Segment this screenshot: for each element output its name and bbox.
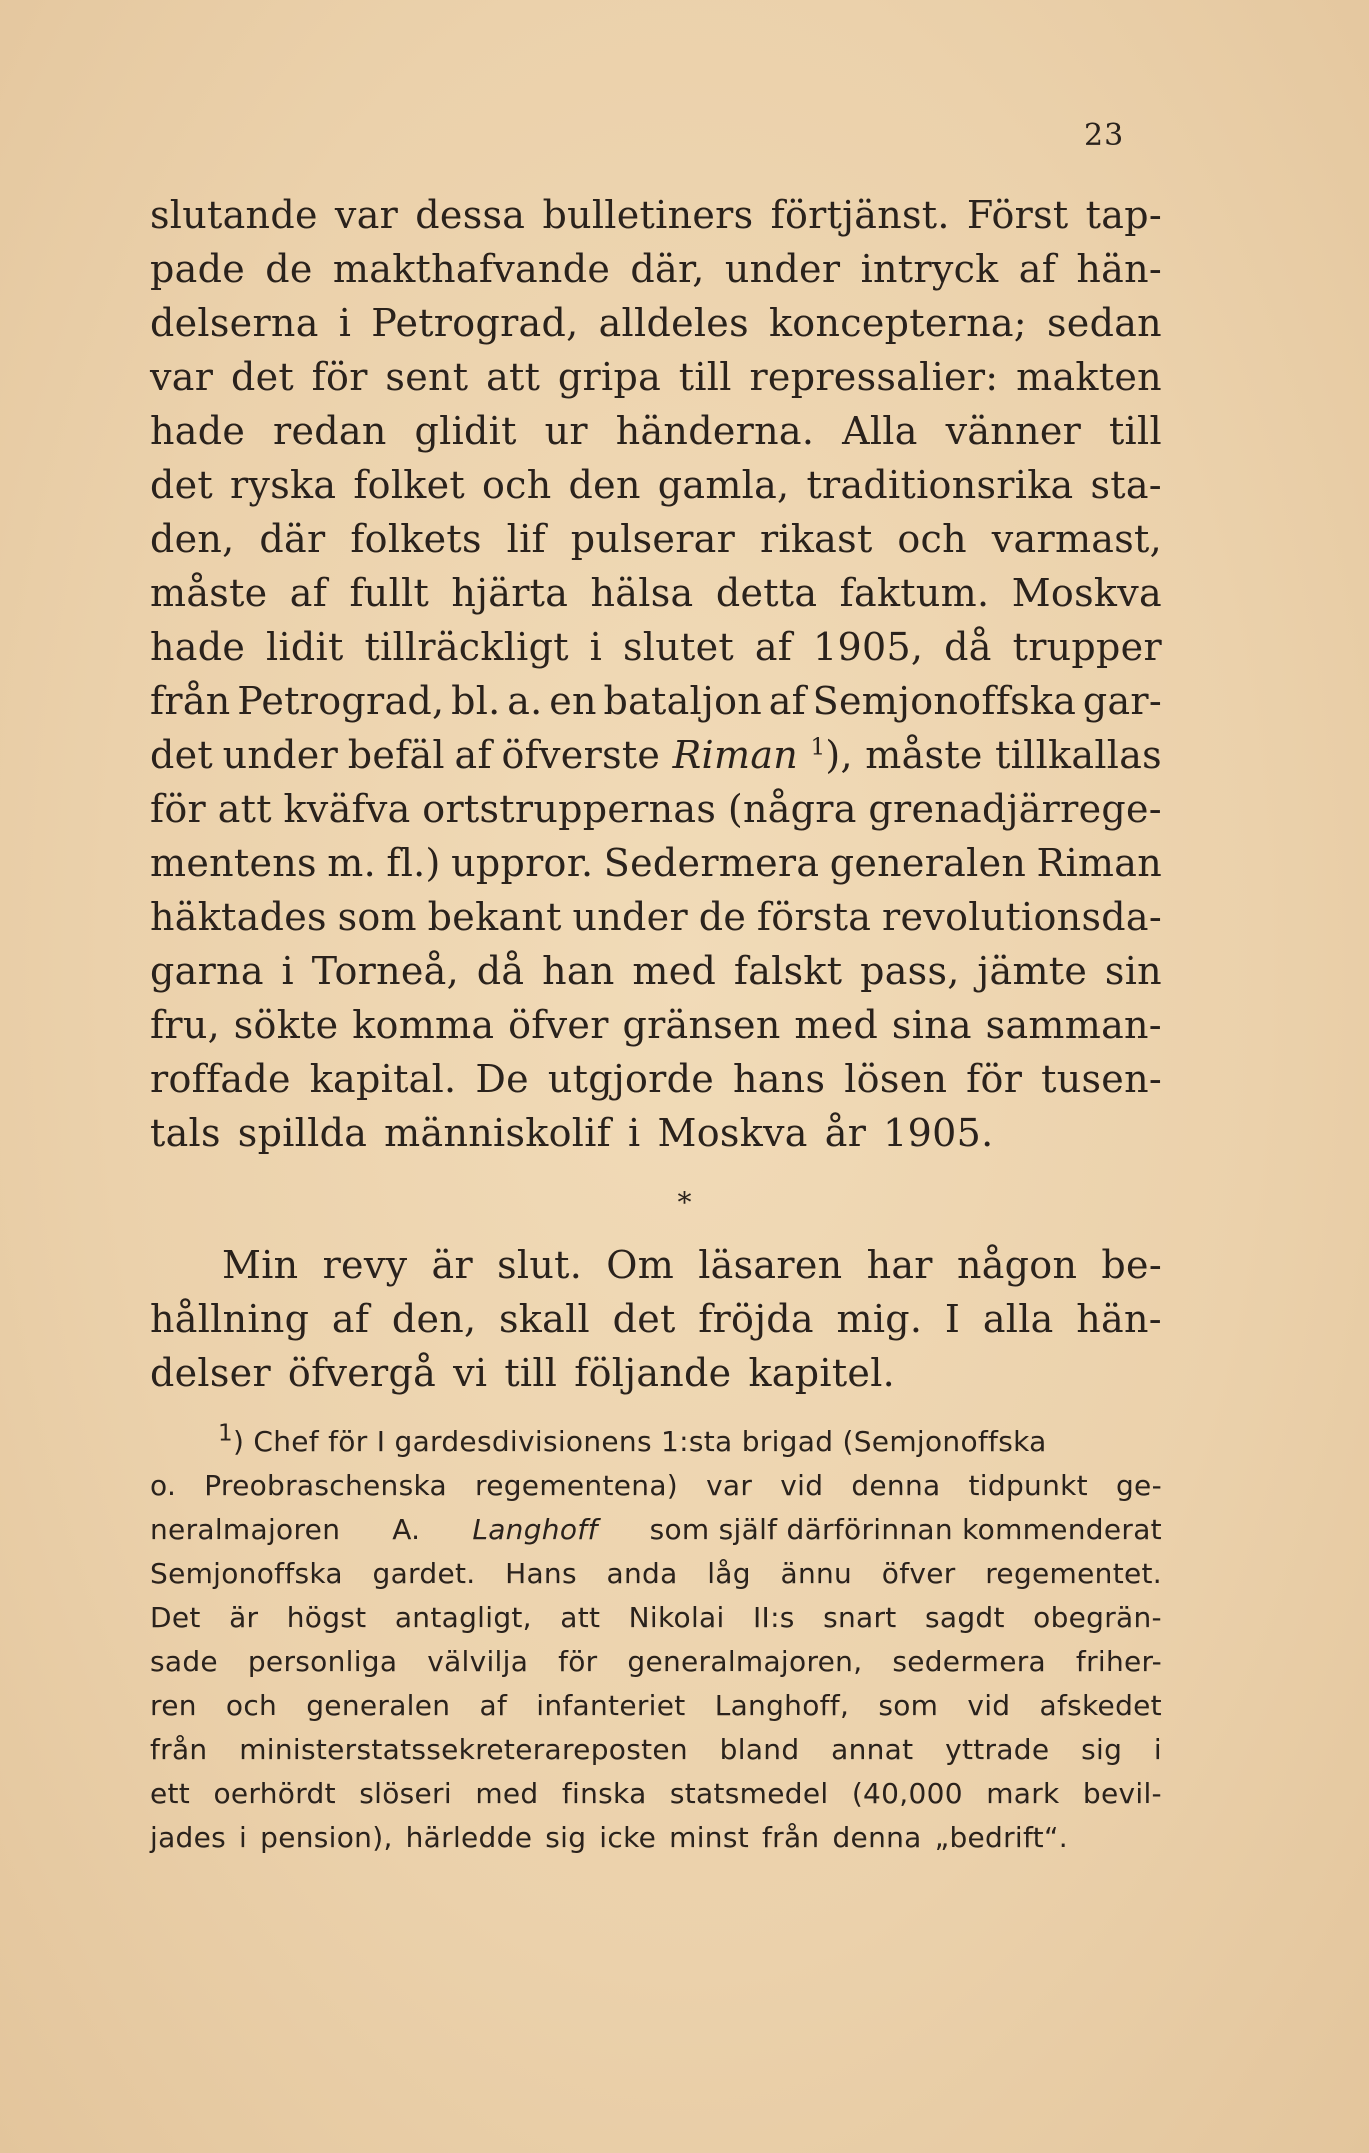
word: bekant [427, 895, 562, 939]
word: var [706, 1469, 753, 1502]
word: händerna. [615, 409, 815, 453]
closing-paragraph [150, 1238, 1162, 1400]
word: tals [150, 1111, 221, 1155]
word: afskedet [1039, 1689, 1162, 1722]
word: gar- [1082, 679, 1162, 723]
footnote-line-with-name: neralmajoren A. Langhoff som själf därförinnan kommenderat [150, 1508, 1162, 1552]
word: fullt [349, 571, 430, 615]
word: sta- [1090, 463, 1162, 507]
word: Först [966, 193, 1069, 237]
word: denna [851, 1469, 941, 1502]
word: glidit [414, 409, 517, 453]
word: (40,000 [851, 1777, 963, 1810]
word: rikast [759, 517, 873, 561]
text-line [150, 404, 1162, 458]
word: med [632, 949, 717, 993]
word: statsmedel [669, 1777, 829, 1810]
word: öfver [881, 1557, 956, 1590]
word: sig [1081, 1733, 1123, 1766]
word: ren [150, 1689, 197, 1722]
word: under [724, 247, 841, 291]
word: följande [574, 1351, 732, 1395]
word: den, [391, 1297, 477, 1341]
word: mark [986, 1777, 1060, 1810]
word: ur [544, 409, 588, 453]
word: bl. [451, 679, 501, 723]
word: bevil- [1082, 1777, 1162, 1810]
word: pade [150, 247, 245, 291]
word: hans [732, 1057, 826, 1101]
word: af [768, 679, 807, 723]
word: denna [832, 1821, 922, 1854]
word: Nikolai [628, 1601, 725, 1634]
word: sedermera [892, 1645, 1047, 1678]
word: hän- [1076, 1297, 1162, 1341]
word: då [944, 625, 992, 669]
footnote-line [150, 1552, 1162, 1596]
footnote-line [150, 1728, 1162, 1772]
word: öfver [508, 1003, 609, 1047]
word: under [572, 895, 688, 939]
word: Semjonoffska [812, 679, 1077, 723]
word: år [824, 1111, 867, 1155]
word: vid [780, 1469, 824, 1502]
word: sent [385, 355, 469, 399]
text-line [150, 674, 1162, 728]
word: roffade [150, 1057, 291, 1101]
word: yttrade [945, 1733, 1050, 1766]
word: häktades [150, 895, 327, 939]
word: tap- [1085, 193, 1162, 237]
word: ministerstatssekreterareposten [239, 1733, 688, 1766]
word: Det [150, 1601, 201, 1634]
word: Langhoff, [714, 1689, 850, 1722]
word: oerhördt [213, 1777, 336, 1810]
word: hän- [1076, 247, 1162, 291]
word: minst [669, 1821, 749, 1854]
word: komma [352, 1003, 495, 1047]
word: öfvergå [287, 1351, 437, 1395]
word: sin [1104, 949, 1162, 993]
footnote [150, 1420, 1162, 1860]
word: regementet. [985, 1557, 1162, 1590]
word: slutet [623, 625, 734, 669]
word: a. [507, 679, 543, 723]
word: med [794, 1003, 879, 1047]
word: „bedrift“. [934, 1821, 1068, 1854]
word: spillda [237, 1111, 368, 1155]
word: Om [606, 1243, 675, 1287]
word: vi [453, 1351, 488, 1395]
word: I [944, 1297, 961, 1341]
word: från [762, 1821, 820, 1854]
text-line [150, 512, 1162, 566]
word: och [482, 463, 552, 507]
word: hade [150, 409, 246, 453]
word: var [334, 193, 399, 237]
footnote-line [150, 1772, 1162, 1816]
word: högst [286, 1601, 367, 1634]
word: Torneå, [311, 949, 459, 993]
word: med [475, 1777, 539, 1810]
word: för [966, 1057, 1023, 1101]
word: är [431, 1243, 473, 1287]
word: Sedermera [603, 841, 820, 885]
word: sedan [1047, 301, 1162, 345]
word: revolutionsda- [882, 895, 1162, 939]
word: Petrograd, [237, 679, 445, 723]
word: m. [327, 841, 376, 885]
word: och [225, 1689, 278, 1722]
word: ännu [780, 1557, 853, 1590]
section-separator: * [677, 1186, 692, 1219]
word: för [558, 1645, 598, 1678]
word: alla [982, 1297, 1054, 1341]
person-name-riman: Riman [672, 733, 799, 777]
word: sagdt [924, 1601, 1005, 1634]
word: trupper [1012, 625, 1162, 669]
word: hälsa [590, 571, 694, 615]
word: hållning [150, 1297, 310, 1341]
word: snart [823, 1601, 897, 1634]
word: pass, [860, 949, 960, 993]
main-paragraph [150, 188, 1162, 1160]
word: tillräckligt [364, 625, 569, 669]
word: af [331, 1297, 370, 1341]
word: II:s [752, 1601, 795, 1634]
word: folket [353, 463, 465, 507]
word: antagligt, [394, 1601, 532, 1634]
word: annat [831, 1733, 914, 1766]
word: ett [150, 1777, 191, 1810]
word: låg [707, 1557, 751, 1590]
word: som [878, 1689, 939, 1722]
word: slut. [497, 1243, 583, 1287]
word: vid [967, 1689, 1011, 1722]
word: det [150, 463, 213, 507]
word: till [504, 1351, 558, 1395]
word: utgjorde [547, 1057, 714, 1101]
person-name-langhoff: Langhoff [472, 1513, 598, 1546]
word: Semjonoffska [150, 1557, 343, 1590]
word: Min [222, 1243, 299, 1287]
text-line [150, 998, 1162, 1052]
text-line [150, 1052, 1162, 1106]
word: i [628, 1111, 641, 1155]
word: förtjänst. [770, 193, 950, 237]
word: detta [715, 571, 818, 615]
footnote-reference: 1 [810, 734, 826, 761]
word: be- [1101, 1243, 1162, 1287]
word: mentens [150, 841, 317, 885]
word: jämte [977, 949, 1088, 993]
word: af [479, 1689, 508, 1722]
word: af [289, 571, 328, 615]
word: välvilja [427, 1645, 529, 1678]
word: garna [150, 949, 264, 993]
word: generalen [306, 1689, 451, 1722]
word: någon [956, 1243, 1078, 1287]
word: jades [150, 1821, 227, 1854]
word: då [476, 949, 525, 993]
word: icke [599, 1821, 657, 1854]
word: de [698, 895, 747, 939]
word: varmast, [991, 517, 1162, 561]
word: den, [150, 517, 235, 561]
word: där, [630, 247, 705, 291]
word: revy [322, 1243, 408, 1287]
word: af [754, 625, 793, 669]
word: härledde [405, 1821, 533, 1854]
text-line: för att kväfva ortstruppernas (några grenadjärrege- [150, 787, 1162, 831]
word: folkets [350, 517, 482, 561]
text-line [150, 296, 1162, 350]
word: falskt [733, 949, 843, 993]
word: i [281, 949, 294, 993]
word: alldeles [598, 301, 749, 345]
word: intryck [860, 247, 999, 291]
word: finska [561, 1777, 647, 1810]
word: från [150, 1733, 208, 1766]
word: gardet. [372, 1557, 476, 1590]
word: fru, [150, 1003, 220, 1047]
text-line [150, 944, 1162, 998]
word: pulserar [570, 517, 736, 561]
word: i [1153, 1733, 1162, 1766]
word: bulletiners [542, 193, 754, 237]
word: Petrograd, [371, 301, 579, 345]
word: det [230, 355, 294, 399]
word: delser [150, 1351, 271, 1395]
word: makthafvande [332, 247, 611, 291]
footnote-line [150, 1684, 1162, 1728]
word: lösen [844, 1057, 948, 1101]
word: De [475, 1057, 529, 1101]
text-line-with-footnote-ref: det under befäl af öfverste Riman $^1$), måste tillkallas [150, 733, 1162, 777]
word: af [1018, 247, 1057, 291]
word: regementena) [475, 1469, 679, 1502]
word: till [1108, 409, 1162, 453]
footnote-line [150, 1464, 1162, 1508]
text-line [150, 620, 1162, 674]
word: friher- [1075, 1645, 1162, 1678]
word: skall [499, 1297, 590, 1341]
word: 1905, [813, 625, 924, 669]
word: faktum. [839, 571, 990, 615]
word: i [239, 1821, 248, 1854]
word: obegrän- [1033, 1601, 1162, 1634]
word: de [265, 247, 313, 291]
word: Moskva [657, 1111, 808, 1155]
word: som [337, 895, 417, 939]
text-line [150, 188, 1162, 242]
word: generalen [829, 841, 1027, 885]
text-line [150, 1238, 1162, 1292]
word: gripa [557, 355, 662, 399]
footnote-marker: 1 [218, 1420, 233, 1447]
word: 1905. [883, 1111, 994, 1155]
word: pension), [260, 1821, 393, 1854]
word: bland [719, 1733, 800, 1766]
word: dessa [415, 193, 526, 237]
word: det [612, 1297, 676, 1341]
word: ryska [229, 463, 337, 507]
word: var [150, 355, 214, 399]
word: och [897, 517, 967, 561]
text-line [150, 1346, 1162, 1400]
word: hade [150, 625, 246, 669]
word: lidit [266, 625, 344, 669]
text-line [150, 458, 1162, 512]
word: anda [606, 1557, 678, 1590]
word: första [756, 895, 872, 939]
word: generalmajoren, [627, 1645, 863, 1678]
text-line [150, 1292, 1162, 1346]
word: mig. [836, 1297, 923, 1341]
footnote-line [150, 1816, 1162, 1860]
text-line [150, 350, 1162, 404]
word: repressalier: [749, 355, 999, 399]
word: Alla [842, 409, 918, 453]
word: fröjda [698, 1297, 814, 1341]
text-line [150, 1106, 1162, 1160]
word: bataljon [603, 679, 763, 723]
word: sina [891, 1003, 972, 1047]
word: människolif [384, 1111, 612, 1155]
word: fl.) [386, 841, 441, 885]
word: Riman [1036, 841, 1162, 885]
word: sig [545, 1821, 587, 1854]
word: slutande [150, 193, 318, 237]
text-line [150, 836, 1162, 890]
word: koncepterna; [768, 301, 1027, 345]
word: sade [150, 1645, 218, 1678]
word: Moskva [1011, 571, 1162, 615]
word: tidpunkt [968, 1469, 1088, 1502]
word: han [542, 949, 615, 993]
word: en [549, 679, 597, 723]
word: makten [1016, 355, 1162, 399]
footnote-first-line: $^1$) Chef för I gardesdivisionens 1:sta brigad (Semjonoffska [218, 1420, 1047, 1458]
word: kapitel. [748, 1351, 896, 1395]
word: tusen- [1041, 1057, 1162, 1101]
word: sökte [233, 1003, 339, 1047]
word: samman- [985, 1003, 1162, 1047]
word: till [678, 355, 732, 399]
text-line [150, 242, 1162, 296]
text-line [150, 566, 1162, 620]
word: delserna [150, 301, 319, 345]
word: gamla, [657, 463, 790, 507]
word: gränsen [622, 1003, 781, 1047]
word: för [311, 355, 368, 399]
word: där [259, 517, 326, 561]
word: i [338, 301, 352, 345]
word: hjärta [451, 571, 569, 615]
page-number: 23 [1084, 118, 1125, 153]
word: traditionsrika [806, 463, 1074, 507]
word: i [589, 625, 603, 669]
word: vänner [945, 409, 1082, 453]
word: att [560, 1601, 601, 1634]
word: läsaren [698, 1243, 843, 1287]
word: Preobraschenska [204, 1469, 447, 1502]
footnote-line [150, 1640, 1162, 1684]
word: den [568, 463, 641, 507]
word: måste [150, 571, 268, 615]
word: kapital. [309, 1057, 457, 1101]
word: har [866, 1243, 933, 1287]
word: infanteriet [536, 1689, 686, 1722]
word: slöseri [359, 1777, 452, 1810]
word: är [229, 1601, 259, 1634]
word: att [486, 355, 541, 399]
word: uppror. [451, 841, 594, 885]
footnote-line [150, 1596, 1162, 1640]
word: personliga [247, 1645, 398, 1678]
word: ge- [1115, 1469, 1162, 1502]
word: o. [150, 1469, 177, 1502]
word: från [150, 679, 231, 723]
text-line [150, 890, 1162, 944]
word: redan [273, 409, 387, 453]
word: lif [506, 517, 546, 561]
word: Hans [505, 1557, 577, 1590]
